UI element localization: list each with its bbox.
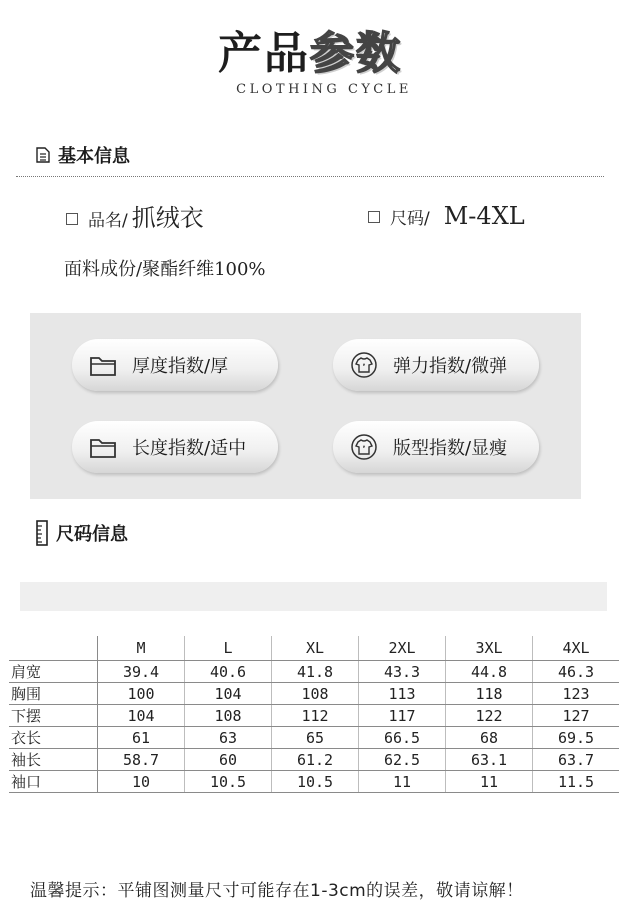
table-cell: 112 bbox=[272, 705, 359, 727]
indicator-fit bbox=[333, 421, 539, 473]
product-name-value: 抓绒衣 bbox=[131, 204, 204, 232]
indicator-length bbox=[72, 421, 278, 473]
size-range-row bbox=[368, 202, 525, 230]
table-cell: 43.3 bbox=[359, 661, 446, 683]
fabric-composition: 面料成份/聚酯纤维100% bbox=[64, 259, 266, 280]
size-table-header bbox=[9, 636, 619, 661]
row-label: 衣长 bbox=[9, 727, 98, 749]
table-cell: 11 bbox=[359, 771, 446, 793]
table-row bbox=[9, 727, 619, 749]
folder-icon bbox=[86, 348, 120, 382]
table-cell: 44.8 bbox=[446, 661, 533, 683]
table-cell: 117 bbox=[359, 705, 446, 727]
column-header: XL bbox=[272, 636, 359, 661]
table-cell: 100 bbox=[98, 683, 185, 705]
basic-info-heading bbox=[36, 142, 130, 168]
table-cell: 69.5 bbox=[533, 727, 620, 749]
column-header: M bbox=[98, 636, 185, 661]
ruler-icon bbox=[36, 520, 48, 546]
checkbox-icon bbox=[66, 213, 78, 225]
table-cell: 108 bbox=[272, 683, 359, 705]
column-header: 3XL bbox=[446, 636, 533, 661]
measurement-note: 温馨提示：平铺图测量尺寸可能存在1-3cm的误差，敬请谅解！ bbox=[30, 881, 524, 901]
table-cell: 10 bbox=[98, 771, 185, 793]
table-row bbox=[9, 683, 619, 705]
table-row bbox=[9, 705, 619, 727]
size-range-label: 尺码/ bbox=[390, 209, 430, 229]
section-divider bbox=[16, 176, 604, 177]
indicator-panel bbox=[30, 313, 581, 499]
table-cell: 65 bbox=[272, 727, 359, 749]
table-cell: 68 bbox=[446, 727, 533, 749]
table-cell: 122 bbox=[446, 705, 533, 727]
table-cell: 40.6 bbox=[185, 661, 272, 683]
table-cell: 60 bbox=[185, 749, 272, 771]
table-cell: 11 bbox=[446, 771, 533, 793]
folder-icon bbox=[86, 430, 120, 464]
corner-cell bbox=[9, 636, 98, 661]
row-label: 肩宽 bbox=[9, 661, 98, 683]
table-cell: 46.3 bbox=[533, 661, 620, 683]
page-title bbox=[0, 26, 620, 82]
size-range-value: M-4XL bbox=[443, 202, 525, 230]
row-label: 袖口 bbox=[9, 771, 98, 793]
table-cell: 62.5 bbox=[359, 749, 446, 771]
table-cell: 123 bbox=[533, 683, 620, 705]
table-cell: 10.5 bbox=[272, 771, 359, 793]
table-cell: 63.7 bbox=[533, 749, 620, 771]
table-cell: 118 bbox=[446, 683, 533, 705]
table-cell: 41.8 bbox=[272, 661, 359, 683]
size-info-heading bbox=[36, 520, 128, 546]
table-cell: 58.7 bbox=[98, 749, 185, 771]
table-cell: 10.5 bbox=[185, 771, 272, 793]
table-cell: 63.1 bbox=[446, 749, 533, 771]
title-outline-part: 参数 bbox=[310, 28, 402, 79]
indicator-fit-label: 版型指数/显瘦 bbox=[393, 438, 508, 459]
tshirt-icon bbox=[347, 348, 381, 382]
page-header bbox=[0, 26, 620, 106]
column-header: 2XL bbox=[359, 636, 446, 661]
indicator-elasticity bbox=[333, 339, 539, 391]
table-cell: 39.4 bbox=[98, 661, 185, 683]
basic-info-heading-text: 基本信息 bbox=[58, 146, 130, 167]
table-row bbox=[9, 771, 619, 793]
column-header: 4XL bbox=[533, 636, 620, 661]
row-label: 胸围 bbox=[9, 683, 98, 705]
tshirt-icon bbox=[347, 430, 381, 464]
indicator-length-label: 长度指数/适中 bbox=[132, 438, 247, 459]
table-cell: 104 bbox=[185, 683, 272, 705]
table-cell: 104 bbox=[98, 705, 185, 727]
document-icon bbox=[36, 147, 50, 163]
indicator-elasticity-label: 弹力指数/微弹 bbox=[393, 356, 508, 377]
row-label: 袖长 bbox=[9, 749, 98, 771]
size-table bbox=[9, 636, 619, 793]
size-info-heading-text: 尺码信息 bbox=[56, 524, 128, 545]
table-row bbox=[9, 661, 619, 683]
indicator-thickness bbox=[72, 339, 278, 391]
checkbox-icon bbox=[368, 211, 380, 223]
table-cell: 113 bbox=[359, 683, 446, 705]
decorative-bar bbox=[20, 582, 607, 611]
table-cell: 61.2 bbox=[272, 749, 359, 771]
table-cell: 127 bbox=[533, 705, 620, 727]
table-cell: 108 bbox=[185, 705, 272, 727]
title-dark-part: 产品 bbox=[218, 28, 310, 79]
product-name-row bbox=[66, 198, 204, 233]
row-label: 下摆 bbox=[9, 705, 98, 727]
table-cell: 66.5 bbox=[359, 727, 446, 749]
table-cell: 11.5 bbox=[533, 771, 620, 793]
product-name-label: 品名/ bbox=[88, 211, 128, 231]
page-subtitle: CLOTHING CYCLE bbox=[236, 82, 412, 97]
column-header: L bbox=[185, 636, 272, 661]
indicator-thickness-label: 厚度指数/厚 bbox=[132, 356, 229, 377]
table-cell: 61 bbox=[98, 727, 185, 749]
table-cell: 63 bbox=[185, 727, 272, 749]
table-row bbox=[9, 749, 619, 771]
